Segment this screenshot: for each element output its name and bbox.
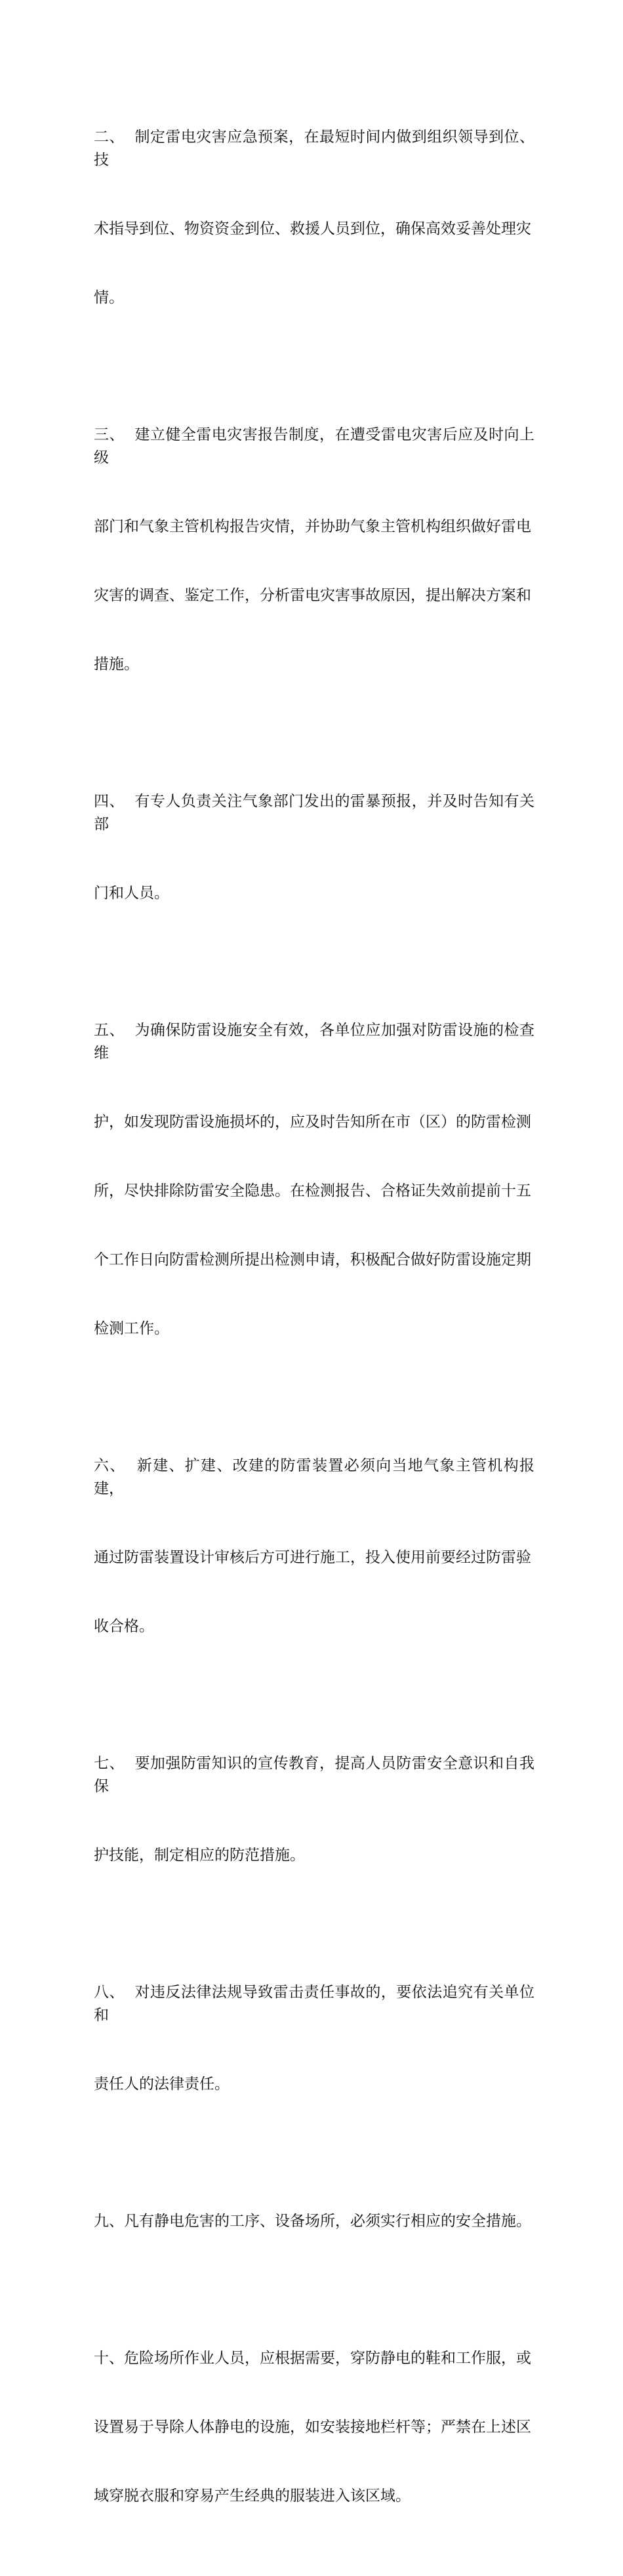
text-line: 护技能，制定相应的防范措施。 bbox=[94, 1847, 305, 1864]
text-line: 通过防雷装置设计审核后方可进行施工，投入使用前要经过防雷验 bbox=[94, 1549, 531, 1566]
paragraph-2 bbox=[94, 80, 534, 355]
text-line: 个工作日向防雷检测所提出检测申请，积极配合做好防雷设施定期 bbox=[94, 1251, 531, 1268]
text-line: 四、 有专人负责关注气象部门发出的雷暴预报，并及时告知有关部 bbox=[94, 793, 534, 833]
paragraph-3 bbox=[94, 378, 534, 722]
paragraph-6 bbox=[94, 1409, 534, 1684]
text-line: 门和人员。 bbox=[94, 885, 169, 902]
text-line: 十、危险场所作业人员，应根据需要，穿防静电的鞋和工作服，或 bbox=[94, 2350, 531, 2367]
text-line: 责任人的法律责任。 bbox=[94, 2076, 230, 2093]
text-line: 九、凡有静电危害的工序、设备场所，必须实行相应的安全措施。 bbox=[94, 2213, 531, 2230]
text-line: 设置易于导除人体静电的设施，如安装接地栏杆等；严禁在上述区 bbox=[94, 2419, 531, 2436]
text-line: 七、 要加强防雷知识的宣传教育，提高人员防雷安全意识和自我保 bbox=[94, 1755, 534, 1795]
text-line: 域穿脱衣服和穿易产生经典的服装进入该区域。 bbox=[94, 2487, 411, 2505]
document-page bbox=[94, 80, 534, 2576]
text-line: 部门和气象主管机构报告灾情，并协助气象主管机构组织做好雷电 bbox=[94, 518, 531, 535]
text-line: 收合格。 bbox=[94, 1618, 154, 1635]
text-line: 灾害的调查、鉴定工作，分析雷电灾害事故原因，提出解决方案和 bbox=[94, 587, 531, 604]
text-line: 六、 新建、扩建、改建的防雷装置必须向当地气象主管机构报建， bbox=[94, 1457, 534, 1497]
text-line: 检测工作。 bbox=[94, 1320, 169, 1337]
paragraph-4 bbox=[94, 744, 534, 951]
paragraph-7 bbox=[94, 1706, 534, 1913]
text-line: 所，尽快排除防雷安全隐患。在检测报告、合格证失效前提前十五 bbox=[94, 1182, 531, 1199]
paragraph-9 bbox=[94, 2164, 534, 2279]
text-line: 措施。 bbox=[94, 656, 139, 673]
text-line: 二、 制定雷电灾害应急预案，在最短时间内做到组织领导到位、技 bbox=[94, 129, 534, 169]
text-line: 五、 为确保防雷设施安全有效，各单位应加强对防雷设施的检查维 bbox=[94, 1022, 534, 1062]
text-line: 情。 bbox=[94, 289, 124, 306]
text-line: 护，如发现防雷设施损坏的，应及时告知所在市（区）的防雷检测 bbox=[94, 1114, 531, 1131]
paragraph-5 bbox=[94, 973, 534, 1386]
text-line: 八、 对违反法律法规导致雷击责任事故的，要依法追究有关单位和 bbox=[94, 1984, 534, 2024]
text-line: 术指导到位、物资资金到位、救援人员到位，确保高效妥善处理灾 bbox=[94, 220, 531, 237]
text-line: 三、 建立健全雷电灾害报告制度，在遭受雷电灾害后应及时向上级 bbox=[94, 426, 534, 466]
paragraph-8 bbox=[94, 1935, 534, 2142]
paragraph-10 bbox=[94, 2301, 534, 2554]
